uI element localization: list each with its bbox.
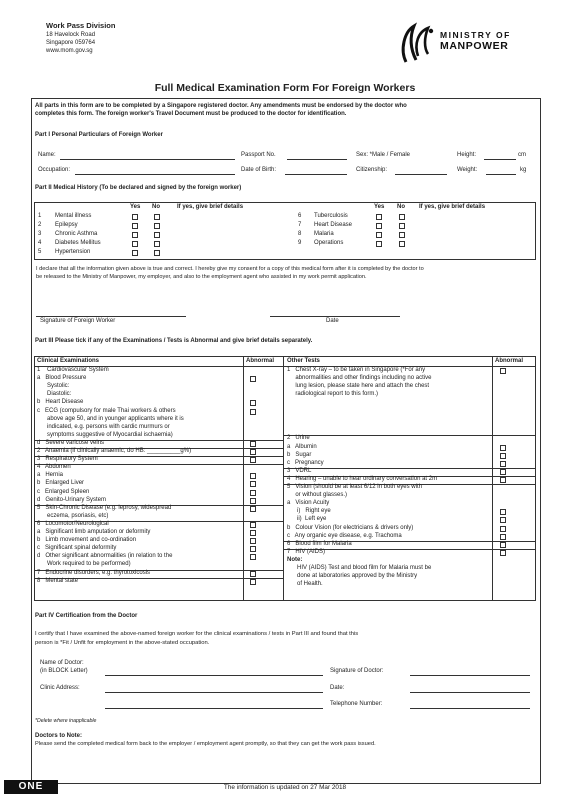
footer-updated: The information is updated on 27 Mar 2018	[223, 784, 347, 791]
other-test-line: abnormalities and other findings including no active	[287, 375, 432, 382]
right-col-details: If yes, give brief details	[419, 204, 486, 210]
history-yes-checkbox[interactable]	[132, 241, 138, 247]
doctor-date-label: Date:	[330, 685, 345, 691]
clinical-line: 2 Anaemia (if clinically anaemic, do HB: __________g%)	[37, 448, 192, 454]
other-test-line: c Pregnancy	[287, 459, 324, 466]
clinical-abnormal-checkbox[interactable]	[250, 490, 256, 496]
clinical-line: 4 Abdomen	[37, 464, 71, 471]
clinical-abnormal-checkbox[interactable]	[250, 409, 256, 415]
clinical-abnormal-checkbox[interactable]	[250, 457, 256, 463]
address-line-1: 18 Havelock Road	[46, 32, 96, 38]
doctor-signature-field[interactable]	[410, 675, 530, 676]
other-abnormal-checkbox[interactable]	[500, 477, 506, 483]
address-line-2: Singapore 059764	[46, 40, 96, 46]
other-abnormal-checkbox[interactable]	[500, 517, 506, 523]
clinic-address-field[interactable]	[105, 692, 323, 693]
table-divider-2	[283, 356, 284, 601]
part4-heading: Part IV Certification from the Doctor	[35, 613, 138, 619]
history-label: Diabetes Mellitus	[55, 240, 101, 246]
clinical-line: 6 Locomotor/Neurological	[37, 520, 109, 527]
other-test-line: Note:	[287, 556, 303, 563]
name-field[interactable]	[60, 159, 235, 160]
other-test-line: HIV (AIDS) Test and blood film for Malaria must be	[287, 565, 432, 571]
other-abnormal-checkbox[interactable]	[500, 445, 506, 451]
other-test-line: 7 HIV (AIDS)	[287, 548, 326, 555]
other-test-line: or without glasses.)	[287, 492, 348, 499]
history-label: Malaria	[314, 231, 334, 237]
website-url: www.mom.gov.sg	[46, 48, 93, 54]
other-test-line: ii) Left eye	[287, 516, 327, 523]
doctor-name-label: Name of Doctor:	[40, 660, 84, 666]
name-label: Name:	[38, 152, 56, 158]
clinical-abnormal-checkbox[interactable]	[250, 579, 256, 585]
declaration-line-1: I declare that all the information given above is true and correct. I hereby give my consent for a copy of this medical form after it is completed by the doctor to	[36, 266, 424, 272]
col-abnormal-left: Abnormal	[246, 358, 275, 364]
doctor-date-field[interactable]	[410, 692, 530, 693]
other-test-line: 5 Vision (should be at least 6/12 in both eyes with	[287, 484, 422, 490]
right-col-no: No	[397, 204, 405, 210]
other-test-line: 1 Chest X-ray – to be taken in Singapore (*For any	[287, 367, 426, 373]
sex-label: Sex: *Male / Female	[356, 152, 411, 158]
other-abnormal-checkbox[interactable]	[500, 550, 506, 556]
clinic-address-field-2[interactable]	[105, 708, 323, 709]
worker-date-label: Date	[326, 318, 339, 324]
clinical-line: above age 50, and in younger applicants where it is	[37, 415, 184, 422]
clinical-abnormal-checkbox[interactable]	[250, 546, 256, 552]
dob-field[interactable]	[285, 174, 347, 175]
part2-heading: Part II Medical History (To be declared and signed by the foreign worker)	[35, 185, 242, 191]
history-num: 2	[38, 222, 42, 228]
history-no-checkbox[interactable]	[154, 250, 160, 256]
history-num: 3	[38, 231, 42, 237]
clinical-line: c Enlarged Spleen	[37, 488, 90, 495]
history-num: 7	[298, 222, 302, 228]
clinical-abnormal-checkbox[interactable]	[250, 449, 256, 455]
clinical-line: eczema, psoriasis, etc)	[37, 512, 109, 519]
history-yes-checkbox[interactable]	[376, 223, 382, 229]
clinical-abnormal-checkbox[interactable]	[250, 571, 256, 577]
clinical-abnormal-checkbox[interactable]	[250, 498, 256, 504]
passport-label: Passport No.	[241, 152, 276, 158]
doctors-note: Please send the completed medical form back to the employer / employment agent promptly, so that they can get the work pass issued.	[35, 741, 376, 747]
history-no-checkbox[interactable]	[399, 232, 405, 238]
clinical-abnormal-checkbox[interactable]	[250, 473, 256, 479]
other-test-line: 4 Hearing – unable to hear ordinary conversation at 2m	[287, 475, 438, 482]
clinical-line: b Heart Disease	[37, 399, 84, 406]
history-no-checkbox[interactable]	[399, 223, 405, 229]
right-col-yes: Yes	[374, 204, 385, 210]
history-label: Mental illness	[55, 213, 92, 219]
clinic-address-label: Clinic Address:	[40, 685, 80, 691]
clinical-line: c Significant spinal deformity	[37, 545, 117, 552]
doctors-note-heading: Doctors to Note:	[35, 733, 82, 739]
history-num: 9	[298, 240, 302, 246]
table-divider-3	[492, 356, 493, 601]
other-abnormal-checkbox[interactable]	[500, 461, 506, 467]
other-row-separator	[283, 468, 536, 469]
history-num: 4	[38, 240, 42, 246]
clinical-line: 8 Mental state	[37, 577, 79, 584]
clinical-abnormal-checkbox[interactable]	[250, 400, 256, 406]
history-yes-checkbox[interactable]	[132, 250, 138, 256]
mom-logo-emblem	[398, 22, 438, 64]
height-label: Height:	[457, 152, 477, 158]
other-abnormal-checkbox[interactable]	[500, 509, 506, 515]
col-abnormal-right: Abnormal	[495, 358, 524, 364]
other-test-line: a Vision Acuity	[287, 500, 330, 507]
clinical-row-separator	[34, 464, 283, 465]
telephone-label: Telephone Number:	[330, 701, 383, 707]
division-name: Work Pass Division	[46, 21, 116, 30]
citizenship-label: Citizenship:	[356, 167, 388, 173]
history-label: Epilepsy	[55, 222, 78, 228]
other-abnormal-checkbox[interactable]	[500, 469, 506, 475]
history-num: 5	[38, 249, 42, 255]
clinical-abnormal-checkbox[interactable]	[250, 554, 256, 560]
part1-heading: Part I Personal Particulars of Foreign Worker	[35, 132, 163, 138]
clinical-line: Work required to be performed)	[37, 561, 131, 568]
clinical-line: symptoms suggestive of Myocardial ischaemia)	[37, 431, 173, 438]
history-num: 8	[298, 231, 302, 237]
occupation-label: Occupation:	[38, 167, 71, 173]
clinical-line: c ECG (compulsory for male Thai workers & others	[37, 407, 176, 414]
intro-line-1: All parts in this form are to be completed by a Singapore registered doctor. Any amendments must be endorsed by the doctor who	[35, 103, 407, 109]
clinical-abnormal-checkbox[interactable]	[250, 441, 256, 447]
clinical-line: b Enlarged Liver	[37, 480, 85, 487]
history-no-checkbox[interactable]	[154, 241, 160, 247]
worker-date-field[interactable]	[270, 316, 400, 317]
clinical-line: d Severe varicose veins	[37, 439, 105, 446]
passport-field[interactable]	[287, 159, 347, 160]
history-yes-checkbox[interactable]	[376, 241, 382, 247]
clinical-line: a Significant limb amputation or deformity	[37, 529, 151, 535]
history-label: Heart Disease	[314, 222, 353, 228]
other-abnormal-checkbox[interactable]	[500, 526, 506, 532]
other-row-separator	[283, 435, 536, 436]
history-no-checkbox[interactable]	[399, 241, 405, 247]
clinical-line: d Genito-Urinary System	[37, 496, 107, 503]
history-no-checkbox[interactable]	[154, 232, 160, 238]
clinical-abnormal-checkbox[interactable]	[250, 522, 256, 528]
clinical-abnormal-checkbox[interactable]	[250, 530, 256, 536]
occupation-field[interactable]	[75, 174, 235, 175]
telephone-field[interactable]	[410, 708, 530, 709]
logo-line-1: MINISTRY OF	[440, 30, 511, 40]
other-test-line: radiological report to this form.)	[287, 391, 379, 398]
clinical-line: d Other significant abnormalities (in relation to the	[37, 553, 173, 560]
other-test-line: done at laboratories approved by the Ministry	[287, 573, 418, 580]
history-yes-checkbox[interactable]	[132, 232, 138, 238]
history-label: Chronic Asthma	[55, 231, 98, 237]
cert-line-1: I certify that I have examined the above-named foreign worker for the clinical examinations / tests in Part III and found that this	[35, 631, 359, 637]
dob-label: Date of Birth:	[241, 167, 277, 173]
other-test-line: of Health.	[287, 581, 323, 588]
other-test-line: 3 VDRL	[287, 467, 312, 474]
other-test-line: b Sugar	[287, 451, 312, 458]
history-label: Tuberculosis	[314, 213, 348, 219]
clinical-line: Diastolic:	[37, 391, 72, 398]
clinical-abnormal-checkbox[interactable]	[250, 481, 256, 487]
doctor-name-field[interactable]	[105, 675, 323, 676]
other-abnormal-checkbox[interactable]	[500, 542, 506, 548]
col-other: Other Tests	[287, 358, 320, 364]
doctor-signature-label: Signature of Doctor:	[330, 668, 384, 674]
clinical-line: a Blood Pressure	[37, 375, 87, 382]
weight-field[interactable]	[486, 174, 516, 175]
clinical-abnormal-checkbox[interactable]	[250, 506, 256, 512]
other-abnormal-checkbox[interactable]	[500, 453, 506, 459]
history-no-checkbox[interactable]	[154, 214, 160, 220]
col-clinical: Clinical Examinations	[37, 358, 100, 364]
clinical-line: Systolic:	[37, 383, 70, 390]
history-no-checkbox[interactable]	[399, 214, 405, 220]
worker-signature-field[interactable]	[36, 316, 186, 317]
clinical-abnormal-checkbox[interactable]	[250, 376, 256, 382]
intro-line-2: completes this form. The foreign worker's Travel Document must be produced to the doctor for identification.	[35, 111, 347, 117]
delete-note: *Delete where inapplicable	[35, 718, 97, 724]
footer-badge: ONE	[4, 780, 58, 794]
cert-line-2: person is *Fit / Unfit for employment in the above-stated occupation.	[35, 640, 210, 646]
weight-unit: kg	[520, 167, 527, 173]
other-test-line: a Albumin	[287, 443, 317, 450]
clinical-line: 5 Skin-Chronic Disease (e.g. leprosy, widespread	[37, 504, 172, 511]
table-header-line	[34, 366, 536, 367]
declaration-line-2: be released to the Ministry of Manpower, my employer, and also to the employment agent who assisted in my work permit application.	[36, 274, 367, 280]
left-col-yes: Yes	[130, 204, 141, 210]
logo-line-2: MANPOWER	[440, 40, 509, 52]
clinical-line: indicated, e.g. persons with cardic murmurs or	[37, 423, 170, 430]
height-unit: cm	[518, 152, 526, 158]
left-col-no: No	[152, 204, 160, 210]
clinical-abnormal-checkbox[interactable]	[250, 538, 256, 544]
clinical-line: 7 Endocrine disorders, e.g. thyrotoxicosis	[37, 569, 151, 576]
history-yes-checkbox[interactable]	[376, 232, 382, 238]
height-field[interactable]	[484, 159, 516, 160]
other-test-line: 6 Blood film for Malaria	[287, 540, 352, 547]
history-label: Operations	[314, 240, 344, 246]
part3-heading: Part III Please tick if any of the Examinations / Tests is Abnormal and give brief details separately.	[35, 338, 313, 344]
history-num: 6	[298, 213, 302, 219]
history-label: Hypertension	[55, 249, 91, 255]
history-yes-checkbox[interactable]	[132, 223, 138, 229]
clinical-line: 1 Cardiovascular System	[37, 367, 109, 373]
clinical-line: a Hernia	[37, 472, 64, 479]
weight-label: Weight:	[457, 167, 478, 173]
clinical-line: 3 Respiratory System	[37, 456, 98, 463]
history-yes-checkbox[interactable]	[376, 214, 382, 220]
history-no-checkbox[interactable]	[154, 223, 160, 229]
clinical-line: b Limb movement and co-ordination	[37, 537, 137, 544]
other-test-line: c Any organic eye disease, e.g. Trachoma	[287, 532, 402, 539]
form-title: Full Medical Examination Form For Foreign Workers	[154, 82, 416, 94]
history-num: 1	[38, 213, 42, 219]
block-letter-label: (in BLOCK Letter)	[40, 668, 88, 674]
other-test-line: i) Right eye	[287, 508, 331, 515]
other-abnormal-checkbox[interactable]	[500, 534, 506, 540]
other-abnormal-checkbox[interactable]	[500, 368, 506, 374]
other-test-line: lung lesion, please state here and attach the chest	[287, 383, 430, 390]
worker-signature-label: Signature of Foreign Worker	[40, 318, 116, 324]
other-test-line: 2 Urine	[287, 435, 310, 442]
history-yes-checkbox[interactable]	[132, 214, 138, 220]
citizenship-field[interactable]	[395, 174, 447, 175]
left-col-details: If yes, give brief details	[177, 204, 244, 210]
table-divider-1	[243, 356, 244, 601]
other-test-line: b Colour Vision (for electricians & drivers only)	[287, 524, 414, 531]
